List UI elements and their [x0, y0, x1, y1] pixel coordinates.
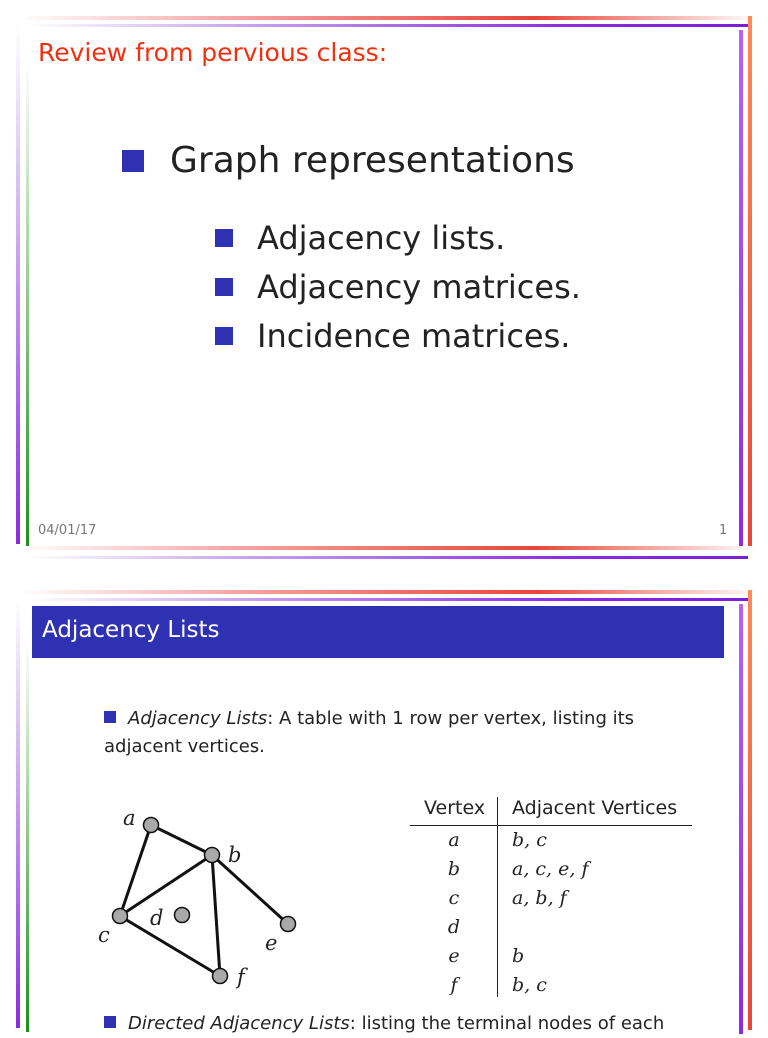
left-accent-bar-secondary [26, 60, 29, 550]
right-accent-bar-secondary [739, 604, 743, 1034]
left-accent-bar-secondary [26, 642, 29, 1032]
table-header-rule [410, 825, 692, 826]
graph-node-label: e [265, 931, 278, 955]
main-bullet [122, 140, 575, 181]
table-cell-vertex: f [450, 974, 458, 996]
main-bullet-text: Graph representations [170, 140, 575, 181]
slide-header-bar [32, 606, 724, 658]
table-cell-adjacent: a, b, f [512, 887, 567, 909]
bottom-accent-bar-secondary [28, 556, 748, 559]
top-accent-bar [18, 16, 758, 20]
sub-bullet [215, 311, 581, 360]
graph-node-label: f [237, 965, 245, 989]
definition-text: : A table with 1 row per vertex, listing its [267, 708, 635, 729]
slide-2 [0, 582, 768, 1034]
graph-node-c [113, 909, 128, 924]
bottom-accent-bar [18, 546, 758, 550]
graph-node-d [175, 908, 190, 923]
table-cell-adjacent: a, c, e, f [512, 858, 589, 880]
graph-edge-b-c [120, 855, 212, 916]
graph-edge-b-e [212, 855, 288, 924]
graph-nodes [113, 818, 296, 984]
square-bullet-icon [215, 229, 233, 247]
table-cell-vertex: a [448, 829, 460, 851]
directed-adjacency-lists-definition [104, 1010, 704, 1038]
square-bullet-icon [122, 150, 144, 172]
top-accent-bar-secondary [28, 24, 748, 27]
graph-node-b [205, 848, 220, 863]
graph-edges [120, 825, 288, 976]
table-cell-vertex: b [447, 858, 461, 880]
graph-node-f [213, 969, 228, 984]
graph-edge-c-f [120, 916, 220, 976]
right-accent-bar [748, 590, 752, 1030]
graph-edge-a-c [120, 825, 151, 916]
graph-edge-a-b [151, 825, 212, 855]
term: Directed Adjacency Lists [128, 1013, 350, 1034]
sub-bullet-list [215, 213, 581, 360]
graph-edge-b-f [212, 855, 220, 976]
graph-node-label: b [228, 843, 242, 867]
table-cell-adjacent: b, c [512, 829, 547, 851]
term: Adjacency Lists [128, 708, 268, 729]
slide-title: Adjacency Lists [42, 617, 220, 643]
sub-bullet [215, 262, 581, 311]
left-accent-bar [16, 598, 20, 1028]
square-bullet-icon [215, 278, 233, 296]
adjacency-lists-definition [104, 705, 704, 761]
example-graph [90, 802, 310, 992]
table-cell-adjacent: b, c [512, 974, 547, 996]
graph-node-label: c [98, 923, 110, 947]
slide-title: Review from pervious class: [38, 38, 388, 67]
square-bullet-icon [104, 711, 116, 723]
square-bullet-icon [104, 1016, 116, 1028]
graph-node-label: a [123, 806, 136, 830]
graph-node-label: d [150, 906, 164, 930]
table-cell-vertex: c [448, 887, 460, 909]
sub-bullet-text: Incidence matrices. [257, 316, 571, 355]
top-accent-bar-secondary [28, 598, 748, 601]
right-accent-bar-secondary [739, 30, 743, 550]
right-accent-bar [748, 16, 752, 546]
left-accent-bar [16, 24, 20, 544]
graph-node-a [144, 818, 159, 833]
table-header-adjacent: Adjacent Vertices [512, 797, 678, 819]
page-number: 1 [719, 523, 728, 538]
sub-bullet [215, 213, 581, 262]
table-cell-vertex: e [448, 945, 460, 967]
definition-text: : listing the terminal nodes of each [349, 1013, 665, 1034]
top-accent-bar [18, 590, 758, 594]
table-cell-vertex: d [447, 916, 461, 938]
graph-node-e [281, 917, 296, 932]
square-bullet-icon [215, 327, 233, 345]
table-cell-adjacent: b [512, 945, 525, 967]
table-header-vertex: Vertex [424, 797, 486, 819]
definition-text-line2: adjacent vertices. [104, 736, 265, 757]
sub-bullet-text: Adjacency lists. [257, 218, 506, 257]
sub-bullet-text: Adjacency matrices. [257, 267, 581, 306]
footer-date: 04/01/17 [38, 523, 97, 538]
